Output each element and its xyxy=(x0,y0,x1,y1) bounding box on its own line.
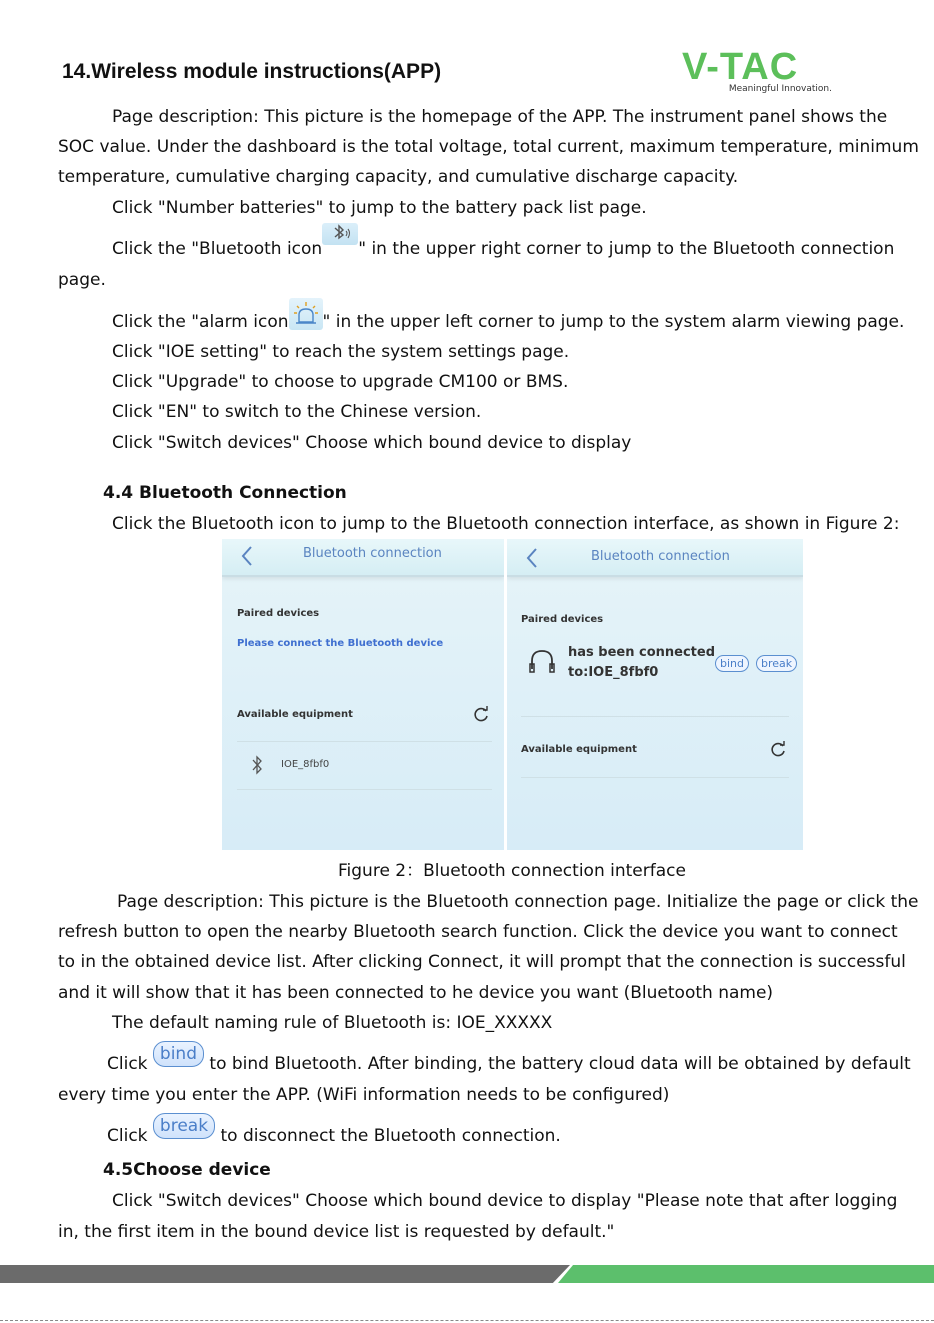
section-heading-choose-device: 4.5Choose device xyxy=(103,1160,271,1180)
device-name[interactable]: IOE_8fbf0 xyxy=(281,759,330,770)
divider xyxy=(237,789,492,790)
bind-instruction-cont: every time you enter the APP. (WiFi information needs to be configured) xyxy=(58,1085,670,1105)
intro-switch-devices: Click "Switch devices" Choose which bound device to display xyxy=(112,433,632,453)
connect-prompt: Please connect the Bluetooth device xyxy=(237,638,444,649)
headphones-icon xyxy=(527,647,557,675)
footer-bar-green xyxy=(558,1265,934,1283)
refresh-icon[interactable] xyxy=(472,706,490,724)
logo-tagline: Meaningful Innovation. xyxy=(728,84,832,94)
screen-title: Bluetooth connection xyxy=(591,549,730,564)
screenshot-unpaired xyxy=(222,539,504,850)
refresh-icon[interactable] xyxy=(769,741,787,759)
paired-devices-label: Paired devices xyxy=(521,614,604,625)
alarm-icon xyxy=(289,298,323,330)
bind-instruction-text: to bind Bluetooth. After binding, the battery cloud data will be obtained by default xyxy=(209,1054,911,1074)
section-bluetooth-lead: Click the Bluetooth icon to jump to the Bluetooth connection interface, as shown in Figure 2: xyxy=(112,514,900,534)
choose-device-line-1: Click "Switch devices" Choose which bound device to display "Please note that after logging xyxy=(112,1191,898,1211)
intro-line-1: Page description: This picture is the homepage of the APP. The instrument panel shows the xyxy=(112,107,888,127)
bind-button[interactable]: bind xyxy=(715,655,749,672)
screen-title: Bluetooth connection xyxy=(303,546,442,561)
screenshot-paired xyxy=(507,539,803,850)
desc-line-1: Page description: This picture is the Bluetooth connection page. Initialize the page or click the xyxy=(117,892,919,912)
desc-line-4: and it will show that it has been connected to he device you want (Bluetooth name) xyxy=(58,983,774,1003)
intro-alarm-text-b: " in the upper left corner to jump to the system alarm viewing page. xyxy=(322,312,905,332)
break-click-text: Click xyxy=(107,1126,148,1146)
intro-bluetooth-text-a: Click the "Bluetooth icon xyxy=(112,239,323,259)
intro-alarm-text-a: Click the "alarm icon xyxy=(112,312,289,332)
break-instruction-text: to disconnect the Bluetooth connection. xyxy=(220,1126,561,1146)
intro-upgrade: Click "Upgrade" to choose to upgrade CM100 or BMS. xyxy=(112,372,569,392)
connected-status: has been connected xyxy=(568,645,716,660)
desc-line-3: to in the obtained device list. After clicking Connect, it will prompt that the connection is successful xyxy=(58,952,906,972)
footer-bar-gray xyxy=(0,1265,570,1283)
choose-device-line-2: in, the first item in the bound device list is requested by default." xyxy=(58,1222,615,1242)
intro-bluetooth-text-b: " in the upper right corner to jump to the Bluetooth connection xyxy=(358,239,895,259)
figure-caption: Figure 2：Bluetooth connection interface xyxy=(338,861,686,881)
intro-bluetooth-line xyxy=(112,234,894,264)
bluetooth-icon xyxy=(250,755,264,775)
break-button[interactable]: break xyxy=(756,655,797,672)
desc-naming-rule: The default naming rule of Bluetooth is: IOE_XXXXX xyxy=(112,1013,553,1033)
paired-devices-label: Paired devices xyxy=(237,608,320,619)
bind-instruction xyxy=(107,1044,911,1079)
page-bottom-rule xyxy=(0,1320,934,1321)
available-equipment-label: Available equipment xyxy=(237,709,353,720)
intro-en: Click "EN" to switch to the Chinese version. xyxy=(112,402,482,422)
break-instruction xyxy=(107,1116,561,1151)
bind-click-text: Click xyxy=(107,1054,148,1074)
break-button-sample: break xyxy=(153,1113,215,1139)
back-arrow-icon[interactable] xyxy=(525,547,539,569)
bind-button-sample: bind xyxy=(153,1041,204,1067)
available-equipment-label: Available equipment xyxy=(521,744,637,755)
intro-line-3: temperature, cumulative charging capacity, and cumulative discharge capacity. xyxy=(58,167,739,187)
logo-wordmark: V-TAC xyxy=(682,46,799,88)
intro-ioe-setting: Click "IOE setting" to reach the system settings page. xyxy=(112,342,570,362)
intro-line-2: SOC value. Under the dashboard is the total voltage, total current, maximum temperature, minimum xyxy=(58,137,919,157)
desc-line-2: refresh button to open the nearby Bluetooth search function. Click the device you want to connect xyxy=(58,922,898,942)
bluetooth-icon xyxy=(322,223,358,245)
intro-number-batteries: Click "Number batteries" to jump to the battery pack list page. xyxy=(112,198,647,218)
vtac-logo xyxy=(682,48,832,94)
page-title: 14.Wireless module instructions(APP) xyxy=(62,60,442,83)
intro-alarm-line xyxy=(112,306,904,338)
section-heading-bluetooth: 4.4 Bluetooth Connection xyxy=(103,483,347,503)
divider xyxy=(237,741,492,742)
divider xyxy=(521,777,789,778)
intro-bluetooth-line-c: page. xyxy=(58,270,106,290)
connected-device: to:IOE_8fbf0 xyxy=(568,665,659,680)
divider xyxy=(521,716,789,717)
back-arrow-icon[interactable] xyxy=(240,545,254,567)
